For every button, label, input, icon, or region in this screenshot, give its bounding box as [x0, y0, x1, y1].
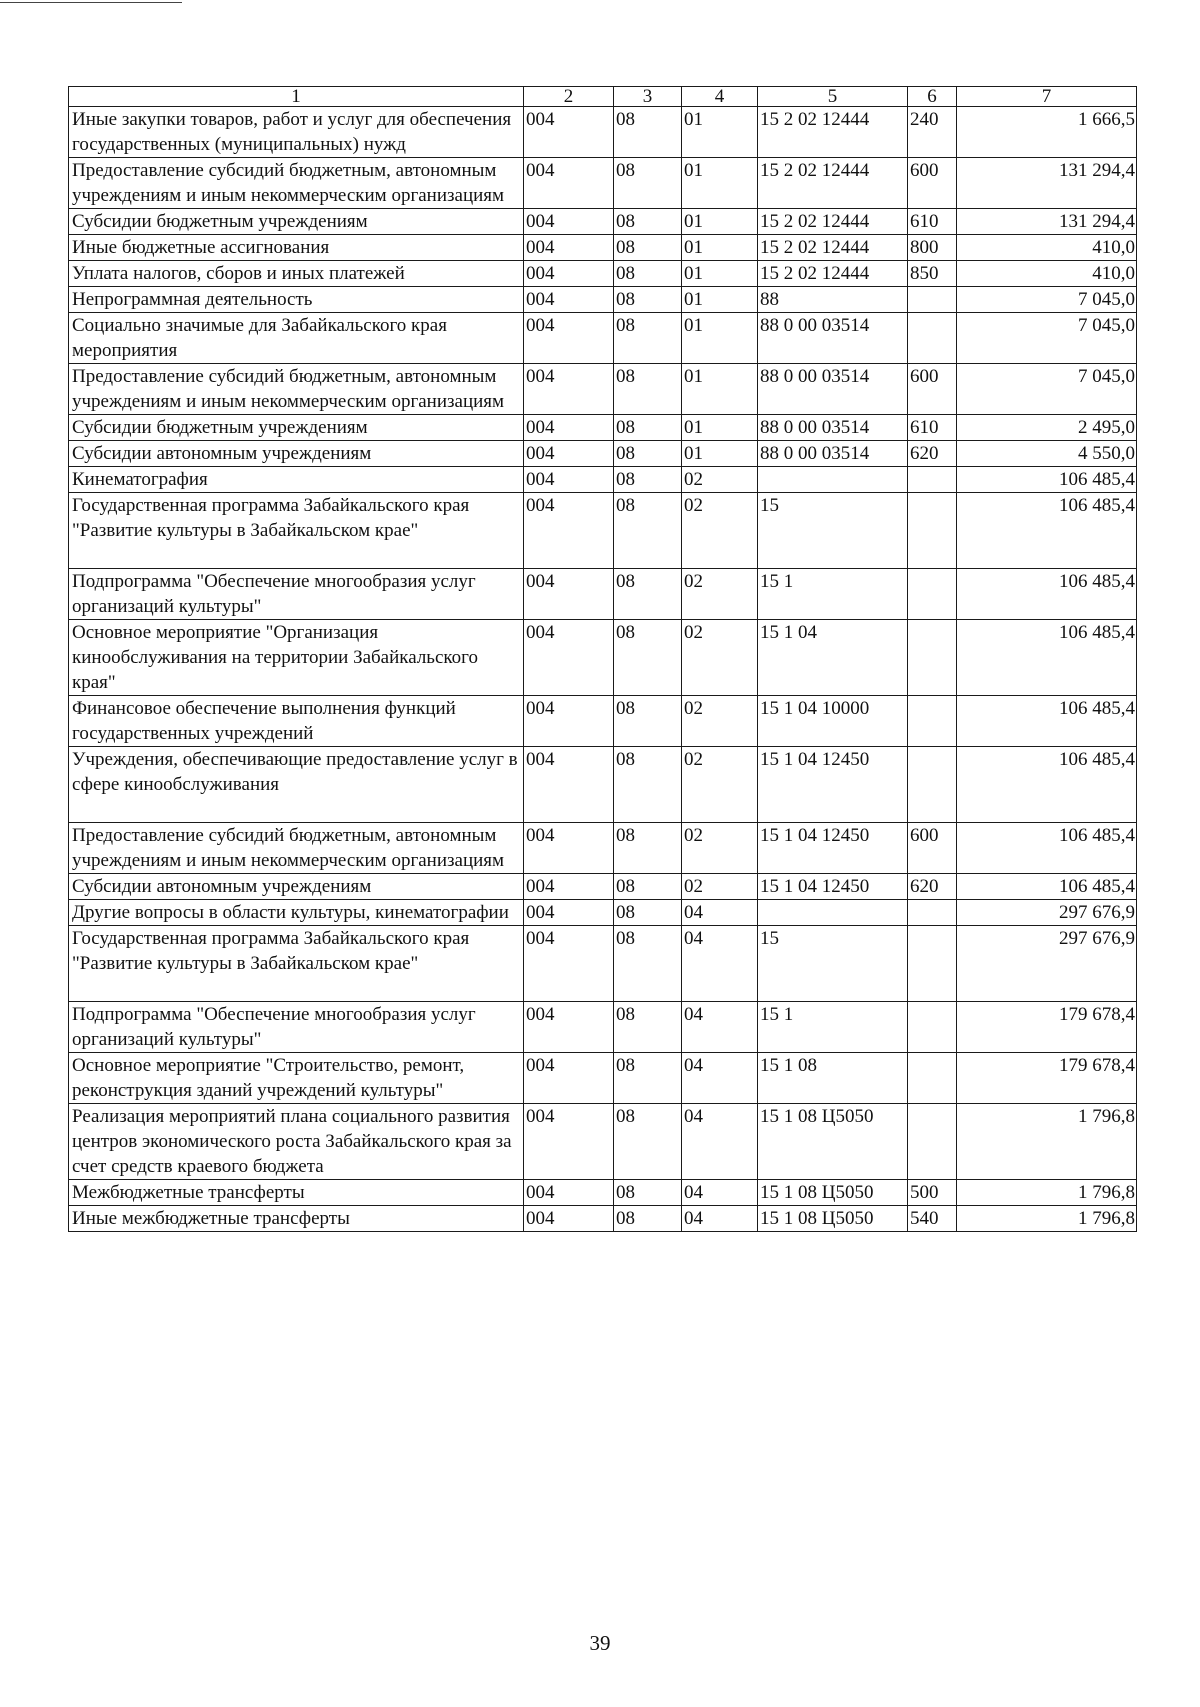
row-expense-type: 240: [908, 107, 957, 158]
row-section: 08: [614, 1053, 682, 1104]
table-row: [69, 364, 1137, 415]
row-name: Основное мероприятие "Организация кинообслуживания на территории Забайкальского края": [69, 620, 524, 696]
row-section: 08: [614, 467, 682, 493]
row-target-article: 15 1 04 12450: [758, 823, 908, 874]
row-expense-type: [908, 467, 957, 493]
row-expense-type: [908, 493, 957, 569]
table-row: [69, 493, 1137, 569]
header-col-1: 1: [69, 87, 524, 107]
row-subsection: 04: [682, 1053, 758, 1104]
row-amount: 7 045,0: [957, 313, 1137, 364]
row-subsection: 02: [682, 696, 758, 747]
row-section: 08: [614, 747, 682, 823]
row-expense-type: 620: [908, 874, 957, 900]
row-section: 08: [614, 823, 682, 874]
row-name: Иные бюджетные ассигнования: [69, 235, 524, 261]
row-target-article: 15 2 02 12444: [758, 261, 908, 287]
budget-table: [68, 86, 1137, 1232]
row-grbs: 004: [524, 823, 614, 874]
table-row: [69, 747, 1137, 823]
row-name: Социально значимые для Забайкальского края мероприятия: [69, 313, 524, 364]
row-name: Финансовое обеспечение выполнения функций государственных учреждений: [69, 696, 524, 747]
row-subsection: 04: [682, 1180, 758, 1206]
row-name: Государственная программа Забайкальского края "Развитие культуры в Забайкальском крае": [69, 493, 524, 569]
row-target-article: 88 0 00 03514: [758, 415, 908, 441]
table-row: [69, 620, 1137, 696]
row-target-article: 15 2 02 12444: [758, 235, 908, 261]
row-expense-type: 850: [908, 261, 957, 287]
header-col-2: 2: [524, 87, 614, 107]
row-target-article: 88: [758, 287, 908, 313]
row-subsection: 04: [682, 926, 758, 1002]
row-name: Иные закупки товаров, работ и услуг для обеспечения государственных (муниципальных) нужд: [69, 107, 524, 158]
row-amount: 7 045,0: [957, 287, 1137, 313]
row-name: Межбюджетные трансферты: [69, 1180, 524, 1206]
row-section: 08: [614, 287, 682, 313]
row-expense-type: 540: [908, 1206, 957, 1232]
row-name: Кинематография: [69, 467, 524, 493]
row-grbs: 004: [524, 415, 614, 441]
table-row: [69, 441, 1137, 467]
row-subsection: 01: [682, 313, 758, 364]
row-grbs: 004: [524, 235, 614, 261]
row-section: 08: [614, 313, 682, 364]
row-grbs: 004: [524, 747, 614, 823]
row-name: Предоставление субсидий бюджетным, автономным учреждениям и иным некоммерческим организациям: [69, 364, 524, 415]
header-col-7: 7: [957, 87, 1137, 107]
row-section: 08: [614, 1104, 682, 1180]
row-section: 08: [614, 235, 682, 261]
row-section: 08: [614, 261, 682, 287]
row-amount: 131 294,4: [957, 209, 1137, 235]
row-target-article: 15 2 02 12444: [758, 158, 908, 209]
row-amount: 106 485,4: [957, 696, 1137, 747]
row-expense-type: 800: [908, 235, 957, 261]
table-row: [69, 235, 1137, 261]
table-row: [69, 261, 1137, 287]
row-expense-type: 500: [908, 1180, 957, 1206]
row-target-article: 15 1 08 Ц5050: [758, 1206, 908, 1232]
table-row: [69, 1002, 1137, 1053]
row-grbs: 004: [524, 569, 614, 620]
row-subsection: 01: [682, 261, 758, 287]
row-amount: 2 495,0: [957, 415, 1137, 441]
row-subsection: 01: [682, 209, 758, 235]
row-subsection: 01: [682, 107, 758, 158]
row-target-article: 15 1 04 12450: [758, 747, 908, 823]
row-name: Предоставление субсидий бюджетным, автономным учреждениям и иным некоммерческим организациям: [69, 158, 524, 209]
row-amount: 4 550,0: [957, 441, 1137, 467]
row-target-article: 15: [758, 493, 908, 569]
row-subsection: 02: [682, 823, 758, 874]
row-grbs: 004: [524, 1206, 614, 1232]
row-subsection: 02: [682, 620, 758, 696]
row-name: Субсидии бюджетным учреждениям: [69, 415, 524, 441]
row-amount: 106 485,4: [957, 747, 1137, 823]
row-grbs: 004: [524, 209, 614, 235]
table-row: [69, 107, 1137, 158]
row-section: 08: [614, 158, 682, 209]
row-target-article: 15 1 04: [758, 620, 908, 696]
row-subsection: 02: [682, 569, 758, 620]
row-section: 08: [614, 1002, 682, 1053]
row-name: Субсидии бюджетным учреждениям: [69, 209, 524, 235]
row-amount: 410,0: [957, 235, 1137, 261]
row-target-article: 15 1 08 Ц5050: [758, 1180, 908, 1206]
row-amount: 7 045,0: [957, 364, 1137, 415]
row-amount: 410,0: [957, 261, 1137, 287]
row-name: Непрограммная деятельность: [69, 287, 524, 313]
row-expense-type: [908, 926, 957, 1002]
row-grbs: 004: [524, 107, 614, 158]
row-amount: 106 485,4: [957, 620, 1137, 696]
row-expense-type: 610: [908, 209, 957, 235]
row-grbs: 004: [524, 926, 614, 1002]
row-section: 08: [614, 107, 682, 158]
row-amount: 106 485,4: [957, 874, 1137, 900]
row-expense-type: 600: [908, 364, 957, 415]
row-amount: 179 678,4: [957, 1053, 1137, 1104]
table-row: [69, 1206, 1137, 1232]
table-row: [69, 874, 1137, 900]
row-section: 08: [614, 493, 682, 569]
row-target-article: 15 2 02 12444: [758, 209, 908, 235]
row-target-article: [758, 900, 908, 926]
row-target-article: 88 0 00 03514: [758, 441, 908, 467]
row-target-article: 15 2 02 12444: [758, 107, 908, 158]
row-name: Субсидии автономным учреждениям: [69, 441, 524, 467]
row-amount: 179 678,4: [957, 1002, 1137, 1053]
row-grbs: 004: [524, 493, 614, 569]
row-amount: 1 796,8: [957, 1206, 1137, 1232]
row-amount: 1 666,5: [957, 107, 1137, 158]
row-expense-type: [908, 313, 957, 364]
table-row: [69, 926, 1137, 1002]
row-section: 08: [614, 1206, 682, 1232]
table-row: [69, 313, 1137, 364]
header-col-6: 6: [908, 87, 957, 107]
row-section: 08: [614, 874, 682, 900]
row-section: 08: [614, 209, 682, 235]
row-subsection: 01: [682, 287, 758, 313]
row-grbs: 004: [524, 1104, 614, 1180]
row-amount: 106 485,4: [957, 493, 1137, 569]
row-expense-type: [908, 569, 957, 620]
row-amount: 106 485,4: [957, 569, 1137, 620]
row-section: 08: [614, 569, 682, 620]
row-section: 08: [614, 415, 682, 441]
header-col-3: 3: [614, 87, 682, 107]
row-section: 08: [614, 900, 682, 926]
row-grbs: 004: [524, 1002, 614, 1053]
row-name: Подпрограмма "Обеспечение многообразия услуг организаций культуры": [69, 569, 524, 620]
table-row: [69, 415, 1137, 441]
row-subsection: 04: [682, 900, 758, 926]
row-subsection: 02: [682, 747, 758, 823]
row-subsection: 01: [682, 235, 758, 261]
header-row: [69, 87, 1137, 107]
row-grbs: 004: [524, 620, 614, 696]
top-rule: [0, 2, 182, 3]
row-subsection: 04: [682, 1002, 758, 1053]
row-grbs: 004: [524, 467, 614, 493]
row-name: Другие вопросы в области культуры, кинематографии: [69, 900, 524, 926]
row-subsection: 01: [682, 415, 758, 441]
row-amount: 106 485,4: [957, 467, 1137, 493]
table-row: [69, 287, 1137, 313]
row-target-article: 15: [758, 926, 908, 1002]
table-body: [69, 107, 1137, 1232]
row-target-article: 15 1 08: [758, 1053, 908, 1104]
header-col-4: 4: [682, 87, 758, 107]
row-target-article: [758, 467, 908, 493]
row-target-article: 15 1 04 12450: [758, 874, 908, 900]
row-target-article: 15 1: [758, 1002, 908, 1053]
row-expense-type: 620: [908, 441, 957, 467]
row-subsection: 01: [682, 364, 758, 415]
row-name: Субсидии автономным учреждениям: [69, 874, 524, 900]
table-row: [69, 158, 1137, 209]
row-name: Государственная программа Забайкальского края "Развитие культуры в Забайкальском крае": [69, 926, 524, 1002]
row-amount: 297 676,9: [957, 926, 1137, 1002]
row-expense-type: [908, 1002, 957, 1053]
row-grbs: 004: [524, 261, 614, 287]
row-expense-type: [908, 620, 957, 696]
row-grbs: 004: [524, 874, 614, 900]
table-row: [69, 823, 1137, 874]
row-expense-type: [908, 1104, 957, 1180]
row-grbs: 004: [524, 287, 614, 313]
row-target-article: 88 0 00 03514: [758, 313, 908, 364]
row-grbs: 004: [524, 158, 614, 209]
row-expense-type: 600: [908, 158, 957, 209]
row-grbs: 004: [524, 313, 614, 364]
row-name: Основное мероприятие "Строительство, ремонт, реконструкция зданий учреждений культуры": [69, 1053, 524, 1104]
row-expense-type: [908, 696, 957, 747]
row-name: Предоставление субсидий бюджетным, автономным учреждениям и иным некоммерческим организациям: [69, 823, 524, 874]
row-target-article: 15 1 08 Ц5050: [758, 1104, 908, 1180]
row-name: Учреждения, обеспечивающие предоставление услуг в сфере кинообслуживания: [69, 747, 524, 823]
table-row: [69, 696, 1137, 747]
row-name: Иные межбюджетные трансферты: [69, 1206, 524, 1232]
row-section: 08: [614, 364, 682, 415]
row-amount: 1 796,8: [957, 1180, 1137, 1206]
table-row: [69, 209, 1137, 235]
row-section: 08: [614, 696, 682, 747]
row-subsection: 02: [682, 493, 758, 569]
row-expense-type: [908, 900, 957, 926]
page-number: 39: [589, 1631, 611, 1655]
table-row: [69, 900, 1137, 926]
row-subsection: 01: [682, 158, 758, 209]
row-amount: 131 294,4: [957, 158, 1137, 209]
row-expense-type: 610: [908, 415, 957, 441]
table-row: [69, 569, 1137, 620]
row-amount: 297 676,9: [957, 900, 1137, 926]
row-section: 08: [614, 1180, 682, 1206]
row-grbs: 004: [524, 1180, 614, 1206]
row-grbs: 004: [524, 364, 614, 415]
row-section: 08: [614, 620, 682, 696]
row-expense-type: [908, 1053, 957, 1104]
row-amount: 106 485,4: [957, 823, 1137, 874]
table-row: [69, 1104, 1137, 1180]
row-grbs: 004: [524, 900, 614, 926]
table-row: [69, 1180, 1137, 1206]
row-name: Реализация мероприятий плана социального развития центров экономического роста Забайкальского края за счет средств краевого бюджета: [69, 1104, 524, 1180]
row-subsection: 02: [682, 874, 758, 900]
row-amount: 1 796,8: [957, 1104, 1137, 1180]
row-target-article: 88 0 00 03514: [758, 364, 908, 415]
row-subsection: 02: [682, 467, 758, 493]
row-target-article: 15 1 04 10000: [758, 696, 908, 747]
row-section: 08: [614, 441, 682, 467]
row-expense-type: 600: [908, 823, 957, 874]
header-col-5: 5: [758, 87, 908, 107]
row-name: Уплата налогов, сборов и иных платежей: [69, 261, 524, 287]
table-row: [69, 467, 1137, 493]
table-row: [69, 1053, 1137, 1104]
row-subsection: 01: [682, 441, 758, 467]
row-subsection: 04: [682, 1206, 758, 1232]
row-grbs: 004: [524, 441, 614, 467]
row-expense-type: [908, 287, 957, 313]
row-section: 08: [614, 926, 682, 1002]
row-subsection: 04: [682, 1104, 758, 1180]
row-grbs: 004: [524, 696, 614, 747]
row-name: Подпрограмма "Обеспечение многообразия услуг организаций культуры": [69, 1002, 524, 1053]
row-target-article: 15 1: [758, 569, 908, 620]
row-grbs: 004: [524, 1053, 614, 1104]
row-expense-type: [908, 747, 957, 823]
